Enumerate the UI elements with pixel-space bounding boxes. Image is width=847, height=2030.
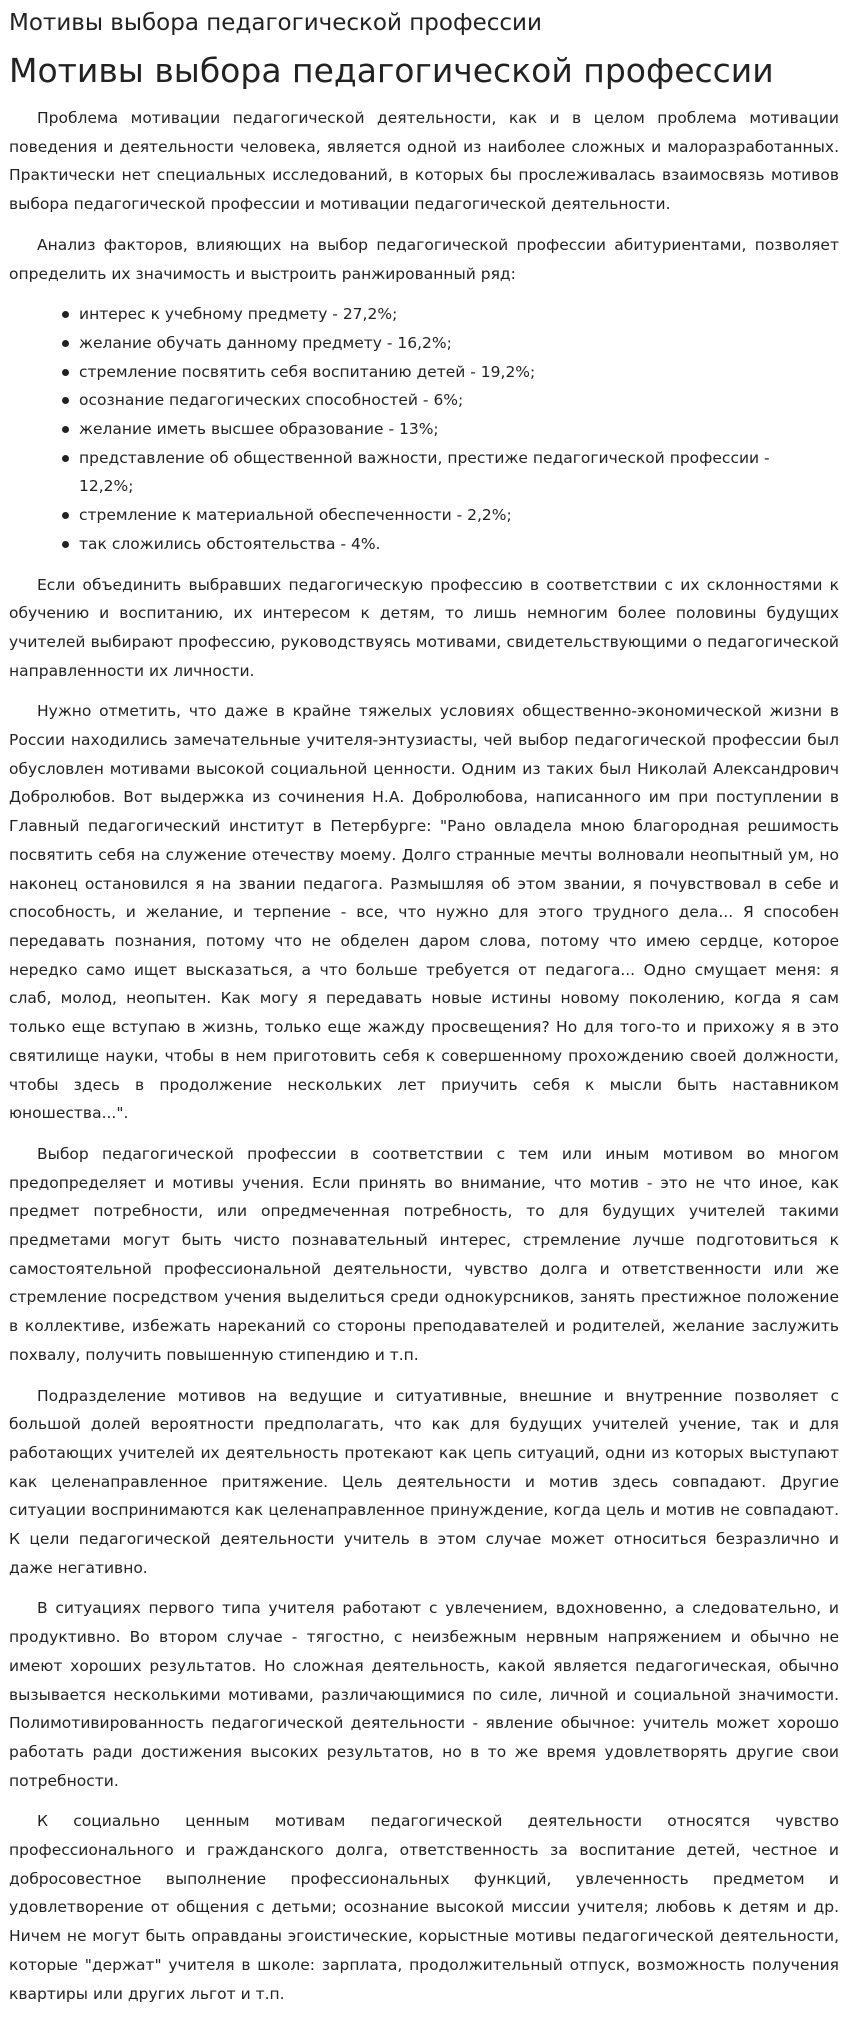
- body-paragraph: Если объединить выбравших педагогическую профессию в соответствии с их склонностями к обучению и воспитанию, их интересом к детям, то лишь немногим более половины будущих учителей выбирают профессию, руководствуясь мотивами, свидетельствующими о педагогической направленности их личности.: [9, 575, 839, 680]
- page-title: Мотивы выбора педагогической профессии: [9, 10, 542, 36]
- body-paragraph: Нужно отметить, что даже в крайне тяжелых условиях общественно-экономической жизни в России находились замечательные учителя-энтузиасты, чей выбор педагогической профессии был обусловлен мотивами высокой социальной ценности. Одним из таких был Николай Александрович Добролюбов. Вот выдержка из сочинения Н.А. Добролюбова, написанного им при поступлении в Главный педагогический институт в Петербурге: "Рано овладела мною благородная решимость посвятить себя на служение отечеству моему. Долго странные мечты волновали неопытный ум, но наконец остановился я на звании педагога. Размышляя об этом звании, я почувствовал в себе и способность, и желание, и терпение - все, что нужно для этого трудного дела... Я способен передавать познания, потому что не обделен даром слова, потому что имею сердце, которое нередко само ищет высказаться, а что больше требуется от педагога... Одно смущает меня: я слаб, молод, неопытен. Как могу я передавать новые истины новому поколению, когда я сам только еще вступаю в жизнь, только еще жажду просвещения? Но для того-то и прихожу я в это святилище науки, чтобы в нем приготовить себя к совершенному прохождению своей должности, чтобы здесь в продолжение нескольких лет приучить себя к мысли быть наставником юношества...".: [9, 702, 839, 1123]
- factor-item: желание иметь высшее образование - 13%;: [79, 415, 839, 444]
- body-paragraph: К социально ценным мотивам педагогической деятельности относятся чувство профессионального и гражданского долга, ответственность за воспитание детей, честное и добросовестное выполнение профессиональных функций, увлеченность предметом и удовлетворение от общения с детьми; осознание высокой миссии учителя; любовь к детям и др. Ничем не могут быть оправданы эгоистические, корыстные мотивы педагогической деятельности, которые "держат" учителя в школе: зарплата, продолжительный отпуск, возможность получения квартиры или других льгот и т.п.: [9, 1812, 839, 2003]
- article-body: [9, 104, 839, 2008]
- factors-list: [9, 300, 839, 558]
- factor-item: стремление к материальной обеспеченности - 2,2%;: [79, 501, 839, 530]
- factor-item: интерес к учебному предмету - 27,2%;: [79, 300, 839, 329]
- factor-item: так сложились обстоятельства - 4%.: [79, 530, 839, 559]
- factor-item: представление об общественной важности, престиже педагогической профессии - 12,2%;: [79, 444, 839, 501]
- body-paragraph: Подразделение мотивов на ведущие и ситуативные, внешние и внутренние позволяет с большой долей вероятности предполагать, что как для будущих учителей учение, так и для работающих учителей их деятельность протекают как цепь ситуаций, одни из которых выступают как целенаправленное притяжение. Цель деятельности и мотив здесь совпадают. Другие ситуации воспринимаются как целенаправленное принуждение, когда цель и мотив не совпадают. К цели педагогической деятельности учитель в этом случае может относиться безразлично и даже негативно.: [9, 1386, 839, 1577]
- body-paragraph: Выбор педагогической профессии в соответствии с тем или иным мотивом во многом предопределяет и мотивы учения. Если принять во внимание, что мотив - это не что иное, как предмет потребности, или опредмеченная потребность, то для будущих учителей такими предметами могут быть чисто познавательный интерес, стремление лучше подготовиться к самостоятельной профессиональной деятельности, чувство долга и ответственности или же стремление посредством учения выделиться среди однокурсников, занять престижное положение в коллективе, избежать нареканий со стороны преподавателей и родителей, желание заслужить похвалу, получить повышенную стипендию и т.п.: [9, 1144, 839, 1364]
- intro-paragraph: Проблема мотивации педагогической деятельности, как и в целом проблема мотивации поведения и деятельности человека, является одной из наиболее сложных и малоразработанных. Практически нет специальных исследований, в которых бы прослеживалась взаимосвязь мотивов выбора педагогической профессии и мотивации педагогической деятельности.: [9, 109, 839, 214]
- factor-item: стремление посвятить себя воспитанию детей - 19,2%;: [79, 358, 839, 387]
- factor-item: желание обучать данному предмету - 16,2%;: [79, 329, 839, 358]
- analysis-paragraph: Анализ факторов, влияющих на выбор педагогической профессии абитуриентами, позволяет определить их значимость и выстроить ранжированный ряд:: [9, 235, 839, 283]
- factor-item: осознание педагогических способностей - 6%;: [79, 386, 839, 415]
- body-paragraph: В ситуациях первого типа учителя работают с увлечением, вдохновенно, а следовательно, и продуктивно. Во втором случае - тягостно, с неизбежным нервным напряжением и обычно не имеют хороших результатов. Но сложная деятельность, какой является педагогическая, обычно вызывается несколькими мотивами, различающимися по силе, личной и социальной значимости. Полимотивированность педагогической деятельности - явление обычное: учитель может хорошо работать ради достижения высоких результатов, но в то же время удовлетворять другие свои потребности.: [9, 1599, 839, 1790]
- article-title: Мотивы выбора педагогической профессии: [9, 51, 774, 90]
